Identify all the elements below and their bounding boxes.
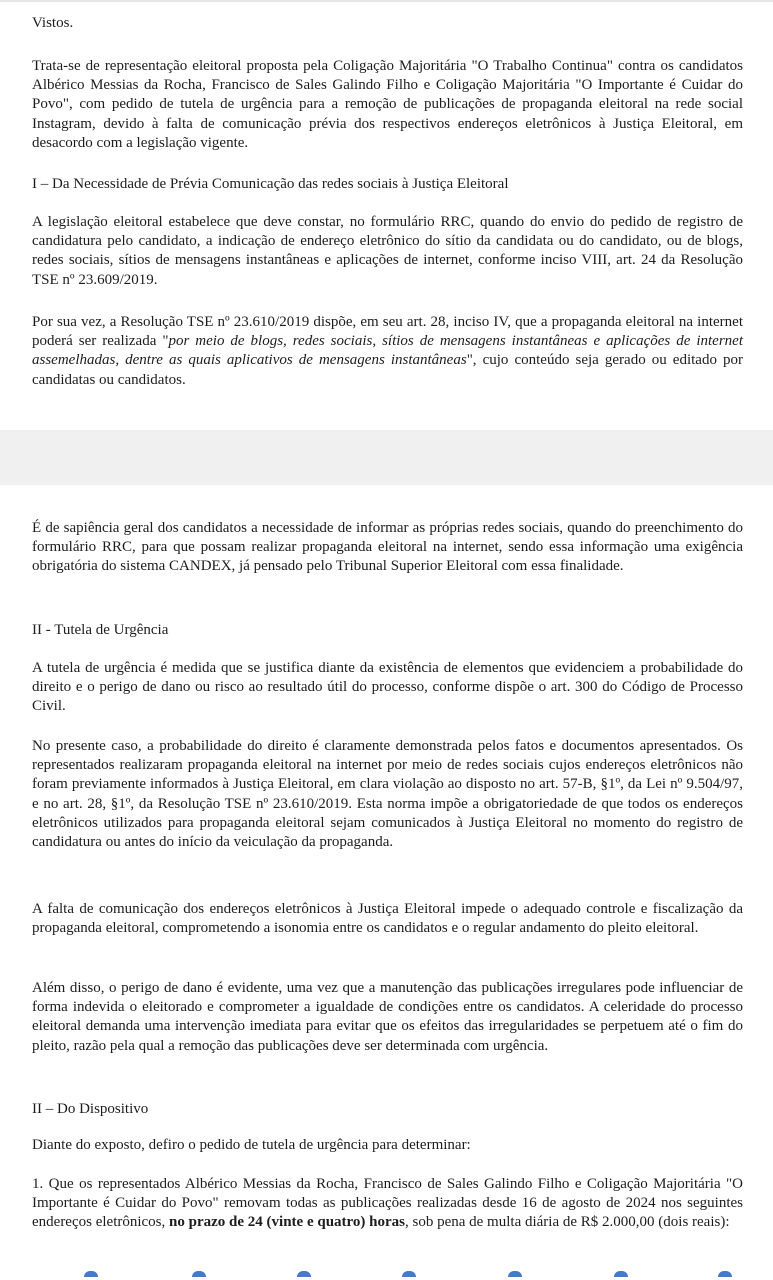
paragraph-urgency-definition: A tutela de urgência é medida que se justifica diante da existência de elementos que evidenciem a probabilidade do direito e o perigo de dano ou risco ao resultado útil do processo, conforme dispõe o art. 300 do Código de Processo Civil.: [32, 660, 743, 715]
cut-mark: [84, 1271, 98, 1277]
paragraph-decision: Diante do exposto, defiro o pedido de tutela de urgência para determinar:: [32, 1137, 471, 1153]
paragraph-lack-of-communication: A falta de comunicação dos endereços eletrônicos à Justiça Eleitoral impede o adequado controle e fiscalização da propaganda eleitoral, comprometendo a isonomia entre os candidatos e o regular andamento do pleito eleitoral.: [32, 901, 743, 937]
paragraph-case-summary: Trata-se de representação eleitoral proposta pela Coligação Majoritária "O Trabalho Continua" contra os candidatos Albérico Messias da Rocha, Francisco de Sales Galindo Filho e Coligação Majoritária "O Importante é Cuidar do Povo", com pedido de tutela de urgência para a remoção de publicações de propaganda eleitoral na rede social Instagram, devido à falta de comunicação prévia dos respectivos endereços eletrônicos à Justiça Eleitoral, em desacordo com a legislação vigente.: [32, 58, 743, 151]
order-deadline: no prazo de 24 (vinte e quatro) horas: [169, 1214, 405, 1231]
paragraph-probability-of-right: No presente caso, a probabilidade do direito é claramente demonstrada pelos fatos e documentos apresentados. Os representados realizaram propaganda eleitoral na internet por meio de redes sociais cujos endereços eletrônicos não foram previamente informados à Justiça Eleitoral, em clara violação ao disposto no art. 57-B, §1º, da Lei nº 9.504/97, e no art. 28, §1º, da Resolução TSE nº 23.610/2019. Esta norma impõe a obrigatoriedade de que todos os endereços eletrônicos utilizados para propaganda eleitoral sejam comunicados à Justiça Eleitoral no momento do registro de candidatura ou antes do início da veiculação da propaganda.: [32, 738, 743, 851]
paragraph-resolution: [32, 313, 743, 390]
cut-mark: [402, 1271, 416, 1277]
cut-mark: [192, 1271, 206, 1277]
order-text-end: , sob pena de multa diária de R$ 2.000,00 (dois reais):: [405, 1214, 730, 1231]
cut-mark: [718, 1271, 732, 1277]
document-page-2: [0, 485, 773, 1280]
cut-mark: [508, 1271, 522, 1277]
resolution-quote: por meio de blogs, redes sociais, sítios de mensagens instantâneas e aplicações de internet assemelhadas, dentre as quais aplicativos de mensagens instantâneas: [32, 333, 743, 369]
resolution-text-end: ", cujo conteúdo seja gerado ou editado por candidatas ou candidatos.: [32, 352, 743, 388]
cut-mark: [614, 1271, 628, 1277]
paragraph-danger: Além disso, o perigo de dano é evidente, uma vez que a manutenção das publicações irregulares pode influenciar de forma indevida o eleitorado e comprometer a igualdade de condições entre os candidatos. A celeridade do processo eleitoral demanda uma intervenção imediata para evitar que os efeitos das irregularidades se perpetuem até o fim do pleito, razão pela qual a remoção das publicações deve ser determinada com urgência.: [32, 980, 743, 1054]
section-heading-1: I – Da Necessidade de Prévia Comunicação das redes sociais à Justiça Eleitoral: [32, 176, 509, 192]
section-heading-3: II – Do Dispositivo: [32, 1101, 149, 1117]
cut-off-marks: [0, 1271, 773, 1280]
paragraph-candidates-knowledge: É de sapiência geral dos candidatos a necessidade de informar as próprias redes sociais, quando do preenchimento do formulário RRC, para que possam realizar propaganda eleitoral na internet, sendo essa informação uma exigência obrigatória do sistema CANDEX, já pensado pelo Tribunal Superior Eleitoral com essa finalidade.: [32, 520, 743, 575]
page-separator: [0, 430, 773, 485]
section-heading-2: II - Tutela de Urgência: [32, 622, 169, 638]
resolution-text-start: Por sua vez, a Resolução TSE nº 23.610/2019 dispõe, em seu art. 28, inciso IV, que a propaganda eleitoral na internet poderá ser realizada ": [32, 314, 743, 350]
paragraph-order-item-1: [32, 1175, 743, 1233]
order-text-start: 1. Que os representados Albérico Messias da Rocha, Francisco de Sales Galindo Filho e Coligação Majoritária "O Importante é Cuidar do Povo" removam todas as publicações realizadas desde 16 de agosto de 2024 nos seguintes endereços eletrônicos,: [32, 1176, 743, 1231]
paragraph-legislation: A legislação eleitoral estabelece que deve constar, no formulário RRC, quando do envio do pedido de registro de candidatura pelo candidato, a indicação de endereço eletrônico do sítio da candidata ou do candidato, ou de blogs, redes sociais, sítios de mensagens instantâneas e aplicações de internet, conforme inciso VIII, art. 24 da Resolução TSE nº 23.609/2019.: [32, 214, 743, 288]
document-page-1: [0, 0, 773, 432]
opening-word: Vistos.: [32, 15, 74, 31]
cut-mark: [297, 1271, 311, 1277]
